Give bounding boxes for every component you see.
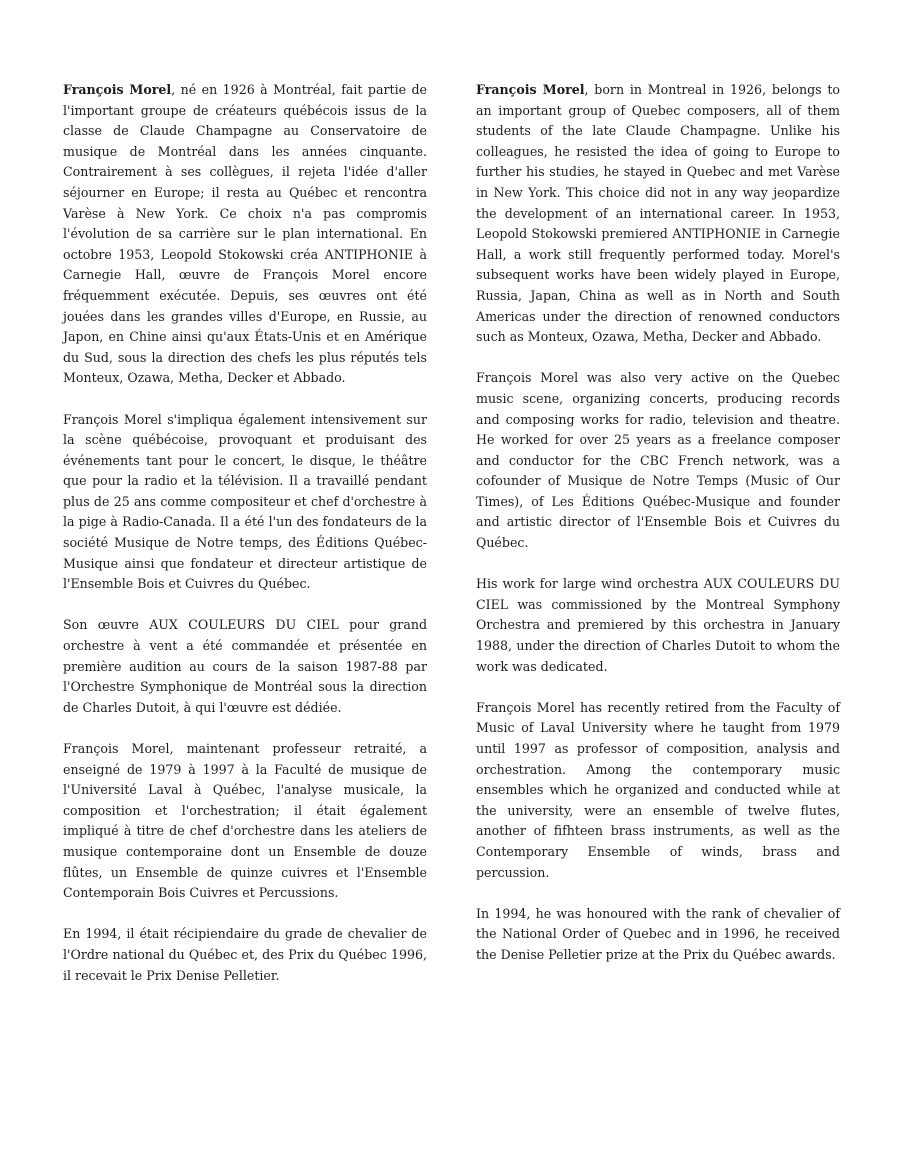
french-paragraph — [63, 80, 427, 389]
paragraph-text: , né en 1926 à Montréal, fait partie de l'important groupe de créateurs québécois issus de la classe de Claude Champagne au Conservatoire de musique de Montréal dans les années cinquante. Contrairement à ses collègues, il rejeta l'idée d'aller séjourner en Europe; il resta au Québec et rencontra Varèse à New York. Ce choix n'a pas compromis l'évolution de sa carrière sur le plan international. En octobre 1953, Leopold Stokowski créa ANTIPHONIE à Carnegie Hall, œuvre de François Morel encore fréquemment exécutée. Depuis, ses œuvres ont été jouées dans les grandes villes d'Europe, en Russie, au Japon, en Chine ainsi qu'aux États-Unis et en Amérique du Sud, sous la direction des chefs les plus réputés tels Monteux, Ozawa, Metha, Decker et Abbado. — [63, 82, 427, 386]
paragraph-text: , born in Montreal in 1926, belongs to an important group of Quebec composers, all of them students of the late Claude Champagne. Unlike his colleagues, he resisted the idea of going to Europe to further his studies, he stayed in Quebec and met Varèse in New York. This choice did not in any way jeopardize the development of an international career. In 1953, Leopold Stokowski premiered ANTIPHONIE in Carnegie Hall, a work still frequently performed today. Morel's subsequent works have been widely played in Europe, Russia, Japan, China as well as in North and South Americas under the direction of renowned conductors such as Monteux, Ozawa, Metha, Decker and Abbado. — [476, 82, 840, 345]
composer-name: François Morel — [476, 82, 585, 97]
english-paragraph: François Morel was also very active on the Quebec music scene, organizing concerts, producing records and composing works for radio, television and theatre. He worked for over 25 years as a freelance composer and conductor for the CBC French network, was a cofounder of Musique de Notre Temps (Music of Our Times), of Les Éditions Québec-Musique and founder and artistic director of l'Ensemble Bois et Cuivres du Québec. — [476, 370, 840, 551]
french-paragraph: En 1994, il était récipiendaire du grade de chevalier de l'Ordre national du Québec et, des Prix du Québec 1996, il recevait le Prix Denise Pelletier. — [63, 926, 427, 983]
english-paragraph: In 1994, he was honoured with the rank of chevalier of the National Order of Quebec and in 1996, he received the Denise Pelletier prize at the Prix du Québec awards. — [476, 905, 840, 962]
french-column — [63, 80, 427, 986]
french-paragraph: François Morel s'impliqua également intensivement sur la scène québécoise, provoquant et produisant des événements tant pour le concert, le disque, le théâtre que pour la radio et la télévision. Il a travaillé pendant plus de 25 ans comme compositeur et chef d'orchestre à la pige à Radio-Canada. Il a été l'un des fondateurs de la société Musique de Notre temps, des Éditions Québec-Musique ainsi que fondateur et directeur artistique de l'Ensemble Bois et Cuivres du Québec. — [63, 411, 427, 592]
composer-name: François Morel — [63, 82, 172, 97]
english-paragraph: His work for large wind orchestra AUX COULEURS DU CIEL was commissioned by the Montreal Symphony Orchestra and premiered by this orchestra in January 1988, under the direction of Charles Dutoit to whom the work was dedicated. — [476, 576, 840, 674]
english-paragraph: François Morel has recently retired from the Faculty of Music of Laval University where he taught from 1979 until 1997 as professor of composition, analysis and orchestration. Among the contemporary music ensembles which he organized and conducted while at the university, were an ensemble of twelve flutes, another of fifhteen brass instruments, as well as the Contemporary Ensemble of winds, brass and percussion. — [476, 699, 840, 880]
english-paragraph — [476, 80, 840, 348]
french-paragraph: François Morel, maintenant professeur retraité, a enseigné de 1979 à 1997 à la Faculté de musique de l'Université Laval à Québec, l'analyse musicale, la composition et l'orchestration; il était également impliqué à titre de chef d'orchestre dans les ateliers de musique contemporaine dont un Ensemble de douze flûtes, un Ensemble de quinze cuivres et l'Ensemble Contemporain Bois Cuivres et Percussions. — [63, 741, 427, 901]
english-column — [476, 80, 840, 966]
french-paragraph: Son œuvre AUX COULEURS DU CIEL pour grand orchestre à vent a été commandée et présentée en première audition au cours de la saison 1987-88 par l'Orchestre Symphonique de Montréal sous la direction de Charles Dutoit, à qui l'œuvre est dédiée. — [63, 617, 427, 715]
